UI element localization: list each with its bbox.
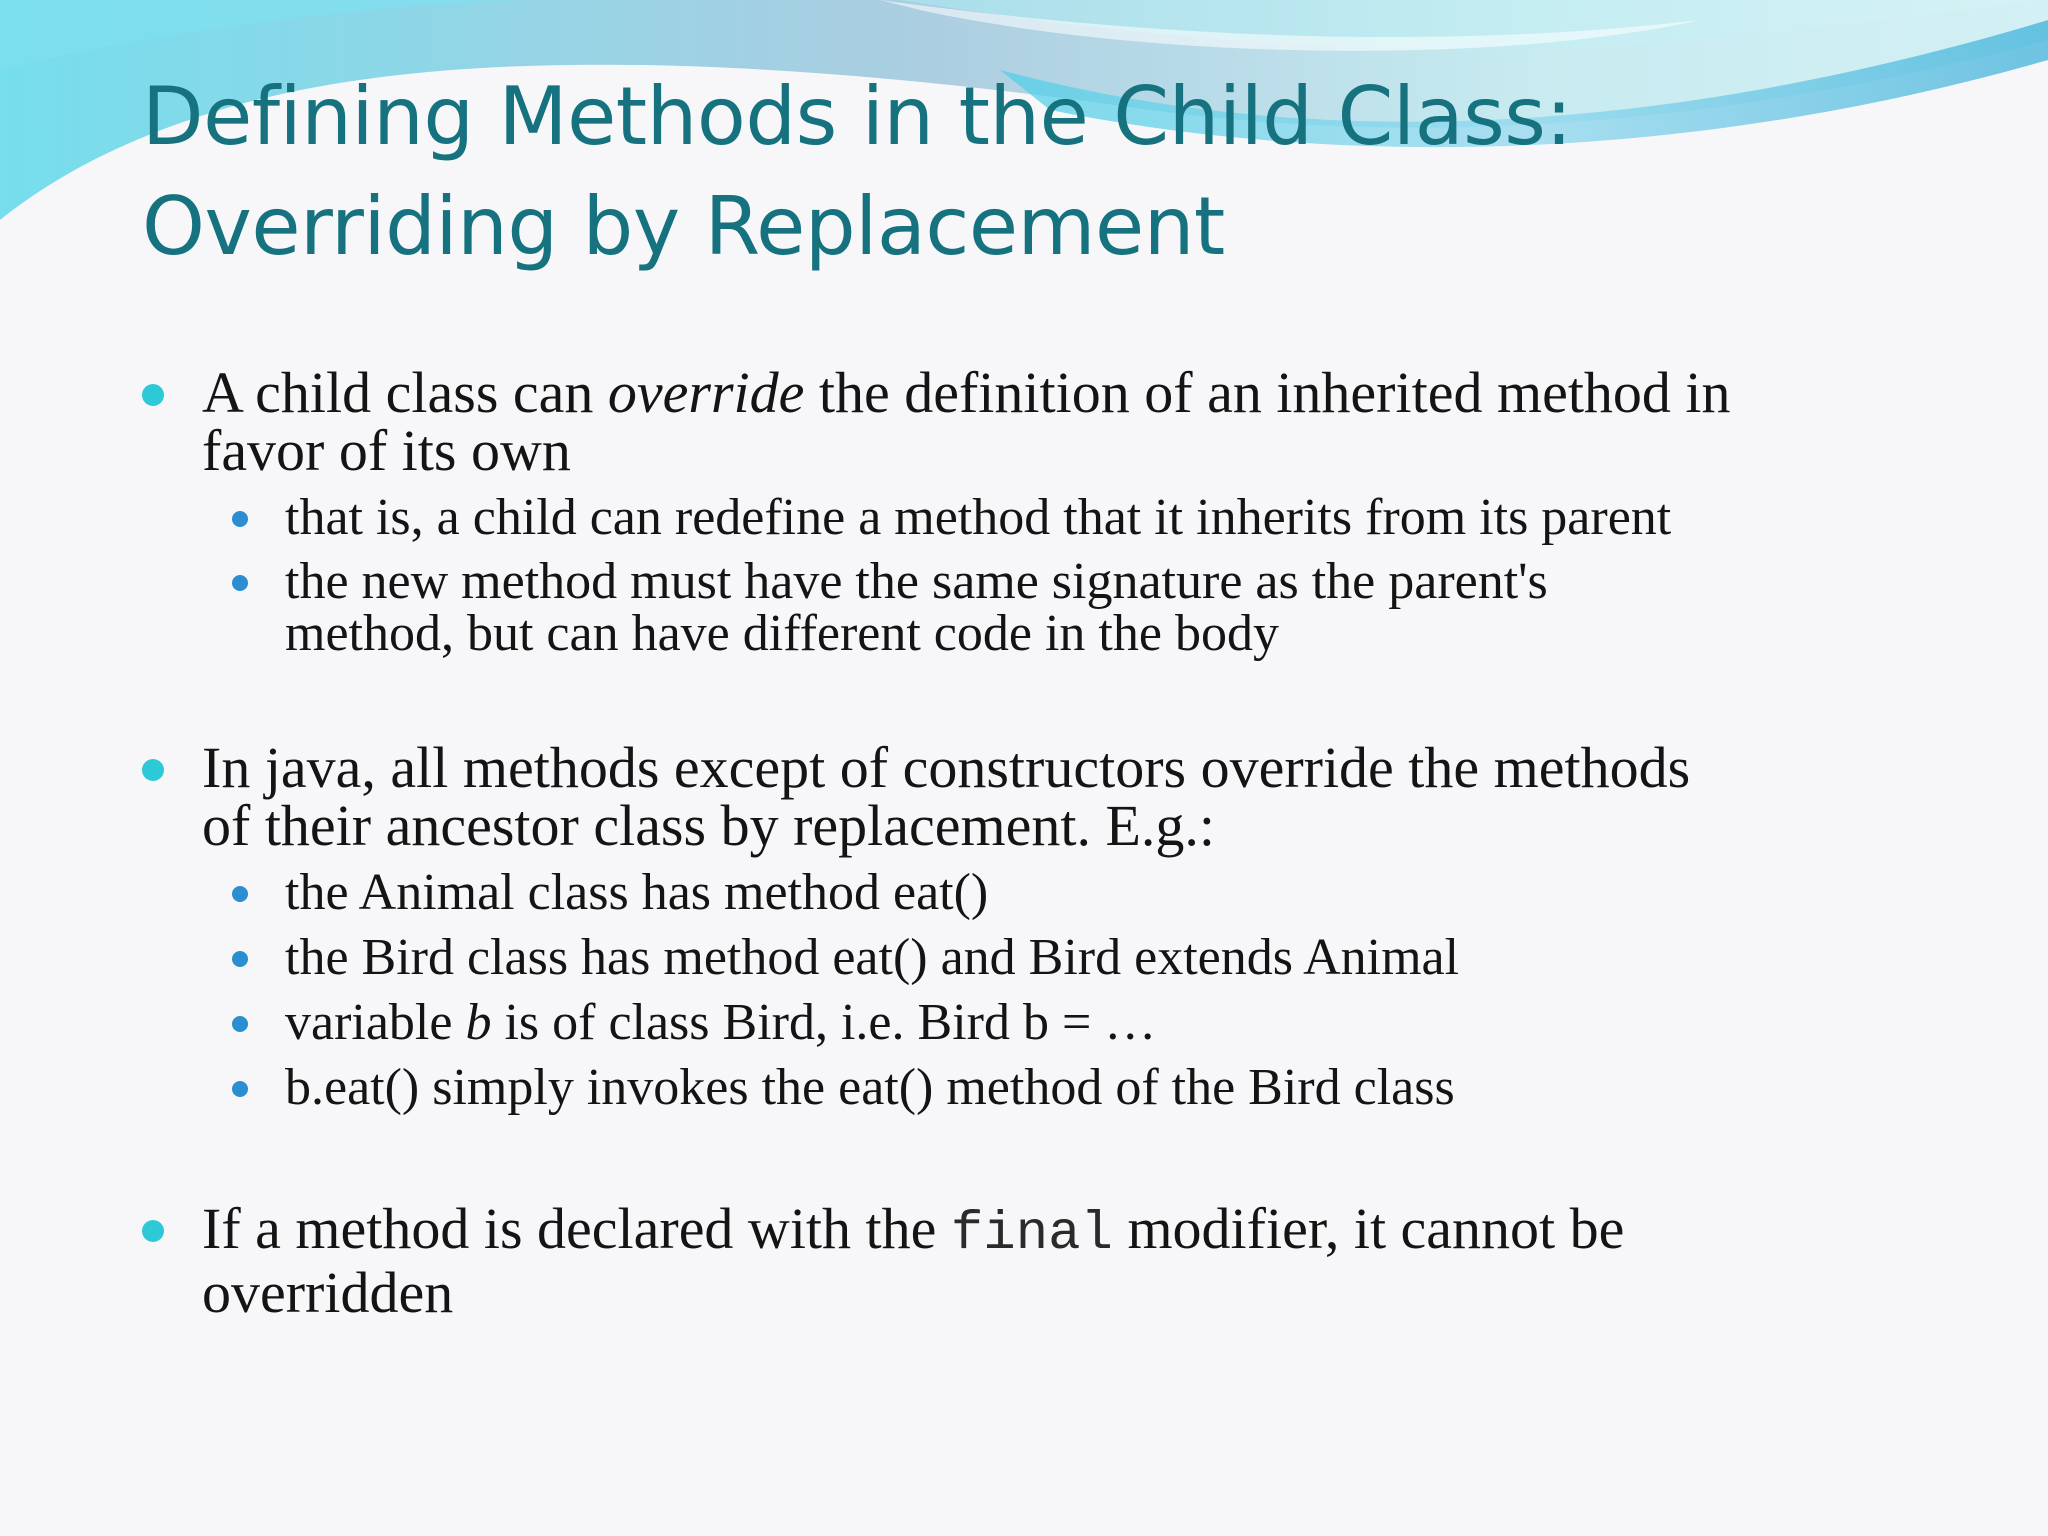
bullet-final-line1	[202, 1196, 1962, 1265]
text-run: A child class can	[202, 360, 608, 425]
subbullet-dot-icon	[232, 886, 248, 902]
subbullet-dot-icon	[232, 951, 248, 967]
text-run: If a method is declared with the	[202, 1196, 951, 1261]
subbullet-variable-b	[285, 994, 1965, 1051]
emphasis-b: b	[465, 994, 492, 1051]
slide-title-line2: Overriding by Replacement	[142, 180, 1225, 273]
bullet-override-line2: favor of its own	[202, 418, 571, 483]
bullet-override	[202, 360, 1962, 483]
text-run: modifier, it cannot be	[1112, 1196, 1625, 1261]
slide-title-line1: Defining Methods in the Child Class:	[142, 70, 1572, 163]
code-final-keyword: final	[950, 1204, 1113, 1265]
subbullet-beat	[285, 1059, 1965, 1116]
subbullet-signature-line1: the new method must have the same signature as the parent's	[285, 553, 1548, 610]
subbullet-dot-icon	[232, 575, 248, 591]
bullet-dot-icon	[142, 1220, 164, 1242]
bullet-java-replacement	[202, 735, 1962, 858]
bullet-final-modifier	[202, 1196, 1962, 1325]
text-run: variable	[285, 994, 466, 1051]
subbullet-bird-text: the Bird class has method eat() and Bird extends Animal	[285, 929, 1460, 986]
subbullet-dot-icon	[232, 511, 248, 527]
text-run: is of class Bird, i.e. Bird b = …	[491, 994, 1157, 1051]
bullet-dot-icon	[142, 384, 164, 406]
text-run: the definition of an inherited method in	[804, 360, 1731, 425]
bullet-dot-icon	[142, 759, 164, 781]
subbullet-signature-line2: method, but can have different code in the body	[285, 605, 1279, 662]
bullet-java-line1: In java, all methods except of constructors override the methods	[202, 735, 1691, 800]
subbullet-animal	[285, 864, 1965, 921]
subbullet-beat-text: b.eat() simply invokes the eat() method of the Bird class	[285, 1059, 1455, 1116]
subbullet-animal-text: the Animal class has method eat()	[285, 864, 989, 921]
bullet-java-line2: of their ancestor class by replacement. E.g.:	[202, 793, 1215, 858]
subbullet-bird	[285, 929, 1965, 986]
subbullet-signature	[285, 553, 1965, 662]
subbullet-dot-icon	[232, 1016, 248, 1032]
subbullet-variable-b-text	[285, 994, 1965, 1051]
bullet-final-line2: overridden	[202, 1260, 454, 1325]
bullet-override-line1	[202, 360, 1962, 425]
subbullet-redefine	[285, 489, 1965, 546]
subbullet-dot-icon	[232, 1081, 248, 1097]
subbullet-redefine-text: that is, a child can redefine a method that it inherits from its parent	[285, 489, 1672, 546]
emphasis-override: override	[607, 360, 805, 425]
